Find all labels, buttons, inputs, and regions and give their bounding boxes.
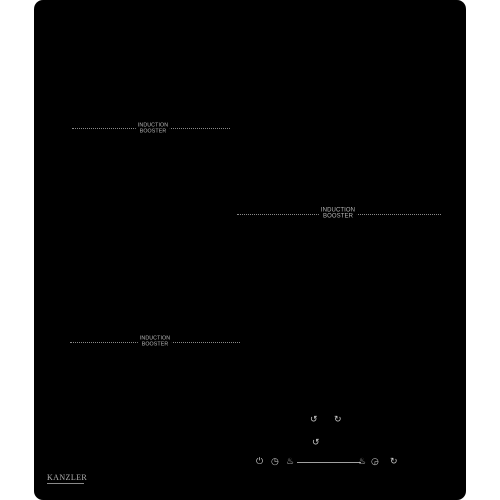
heat-down-icon[interactable]: ♨ <box>286 456 295 466</box>
zone-middle-right-label: INDUCTION BOOSTER <box>320 207 356 220</box>
zone-bottom-left-label: INDUCTION BOOSTER <box>139 335 171 347</box>
timer-icon[interactable]: ◷ <box>271 456 279 466</box>
heat-up-icon[interactable]: ♨ <box>358 456 367 466</box>
cooktop-surface <box>34 0 466 500</box>
zone-selector-center-icon[interactable]: ↺ <box>312 437 320 447</box>
power-slider[interactable] <box>297 462 361 463</box>
zone-top-left-label: INDUCTION BOOSTER <box>137 122 169 134</box>
brand-underline <box>47 483 84 484</box>
brand-logo: KANZLER <box>47 473 88 482</box>
pause-icon[interactable]: ↻ <box>390 456 398 466</box>
power-icon[interactable]: ⏻ <box>256 456 264 466</box>
zone-selector-left-icon[interactable]: ↺ <box>310 414 318 424</box>
zone-selector-right-icon[interactable]: ↻ <box>334 414 342 424</box>
boost-icon[interactable]: ◶ <box>371 456 379 466</box>
